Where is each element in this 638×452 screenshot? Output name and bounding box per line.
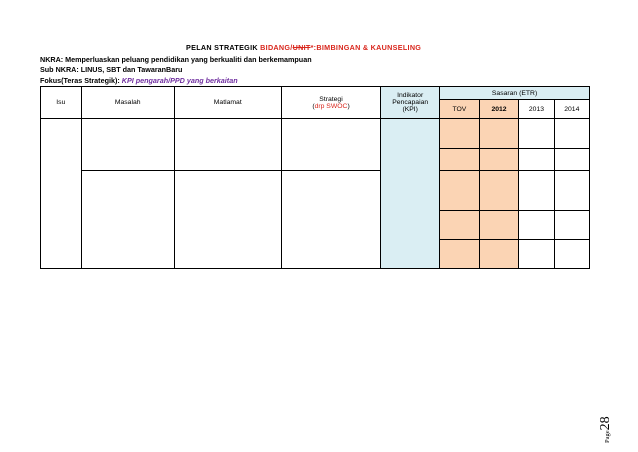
y2014-cell — [554, 211, 589, 240]
y2013-cell — [519, 149, 554, 171]
tov-cell — [440, 119, 480, 149]
y2014-cell — [554, 119, 589, 149]
indikator-line-3: (KPI) — [402, 106, 418, 113]
page-number — [598, 395, 626, 443]
y2013-cell — [519, 171, 554, 211]
kpi-cell — [381, 119, 440, 269]
strategic-plan-table — [40, 86, 590, 269]
nkra-line: NKRA: Memperluaskan peluang pendidikan yang berkualiti dan berkemampuan — [40, 55, 312, 64]
year-tov: TOV — [440, 100, 480, 119]
y2012-cell — [479, 149, 519, 171]
header-masalah: Masalah — [81, 87, 174, 119]
matlamat-cell — [174, 119, 281, 171]
strategi-cell — [281, 171, 381, 269]
year-2014: 2014 — [554, 100, 589, 119]
plan-title — [186, 43, 638, 52]
tov-cell — [440, 240, 480, 269]
y2014-cell — [554, 171, 589, 211]
header-isu: Isu — [41, 87, 82, 119]
fokus-label: Fokus(Teras Strategik): — [40, 76, 122, 85]
y2014-cell — [554, 149, 589, 171]
masalah-cell — [81, 171, 174, 269]
page-label: Page — [604, 430, 611, 443]
strategi-paren-close: ) — [347, 102, 350, 110]
indikator-line-1: Indikator — [397, 92, 424, 99]
title-bimbingan: *:BIMBINGAN & KAUNSELING — [310, 43, 422, 52]
title-prefix: PELAN STRATEGIK — [186, 43, 261, 52]
strategi-swoc: drp SWOC — [314, 102, 348, 110]
strategi-sub — [282, 103, 381, 110]
page-number-rotated — [596, 416, 614, 443]
header-sasaran: Sasaran (ETR) — [440, 87, 590, 100]
fokus-value: KPI pengarah/PPD yang berkaitan — [121, 76, 238, 85]
title-unit-struck: UNIT — [292, 43, 311, 52]
isu-cell — [41, 119, 82, 269]
tov-cell — [440, 211, 480, 240]
y2013-cell — [519, 211, 554, 240]
page-num: 28 — [598, 416, 613, 431]
tov-cell — [440, 149, 480, 171]
y2012-cell — [479, 211, 519, 240]
strategi-paren-open: ( — [312, 102, 315, 110]
tov-cell — [440, 171, 480, 211]
header-matlamat: Matlamat — [174, 87, 281, 119]
year-2012: 2012 — [479, 100, 519, 119]
header-row-1 — [41, 87, 590, 100]
y2012-cell — [479, 240, 519, 269]
year-2013: 2013 — [519, 100, 554, 119]
fokus-line — [40, 76, 600, 85]
indikator-line-2: Pencapaian — [392, 99, 429, 106]
title-bidang: BIDANG/ — [260, 43, 293, 52]
matlamat-cell — [174, 171, 281, 269]
y2013-cell — [519, 240, 554, 269]
masalah-cell — [81, 119, 174, 171]
table-row — [41, 119, 590, 149]
y2012-cell — [479, 119, 519, 149]
y2013-cell — [519, 119, 554, 149]
header-strategi — [281, 87, 381, 119]
y2012-cell — [479, 171, 519, 211]
strategi-label: Strategi — [319, 95, 343, 103]
sub-nkra-line: Sub NKRA: LINUS, SBT dan TawaranBaru — [40, 65, 183, 74]
strategi-cell — [281, 119, 381, 171]
y2014-cell — [554, 240, 589, 269]
header-indikator — [381, 87, 440, 119]
table-row — [41, 171, 590, 211]
